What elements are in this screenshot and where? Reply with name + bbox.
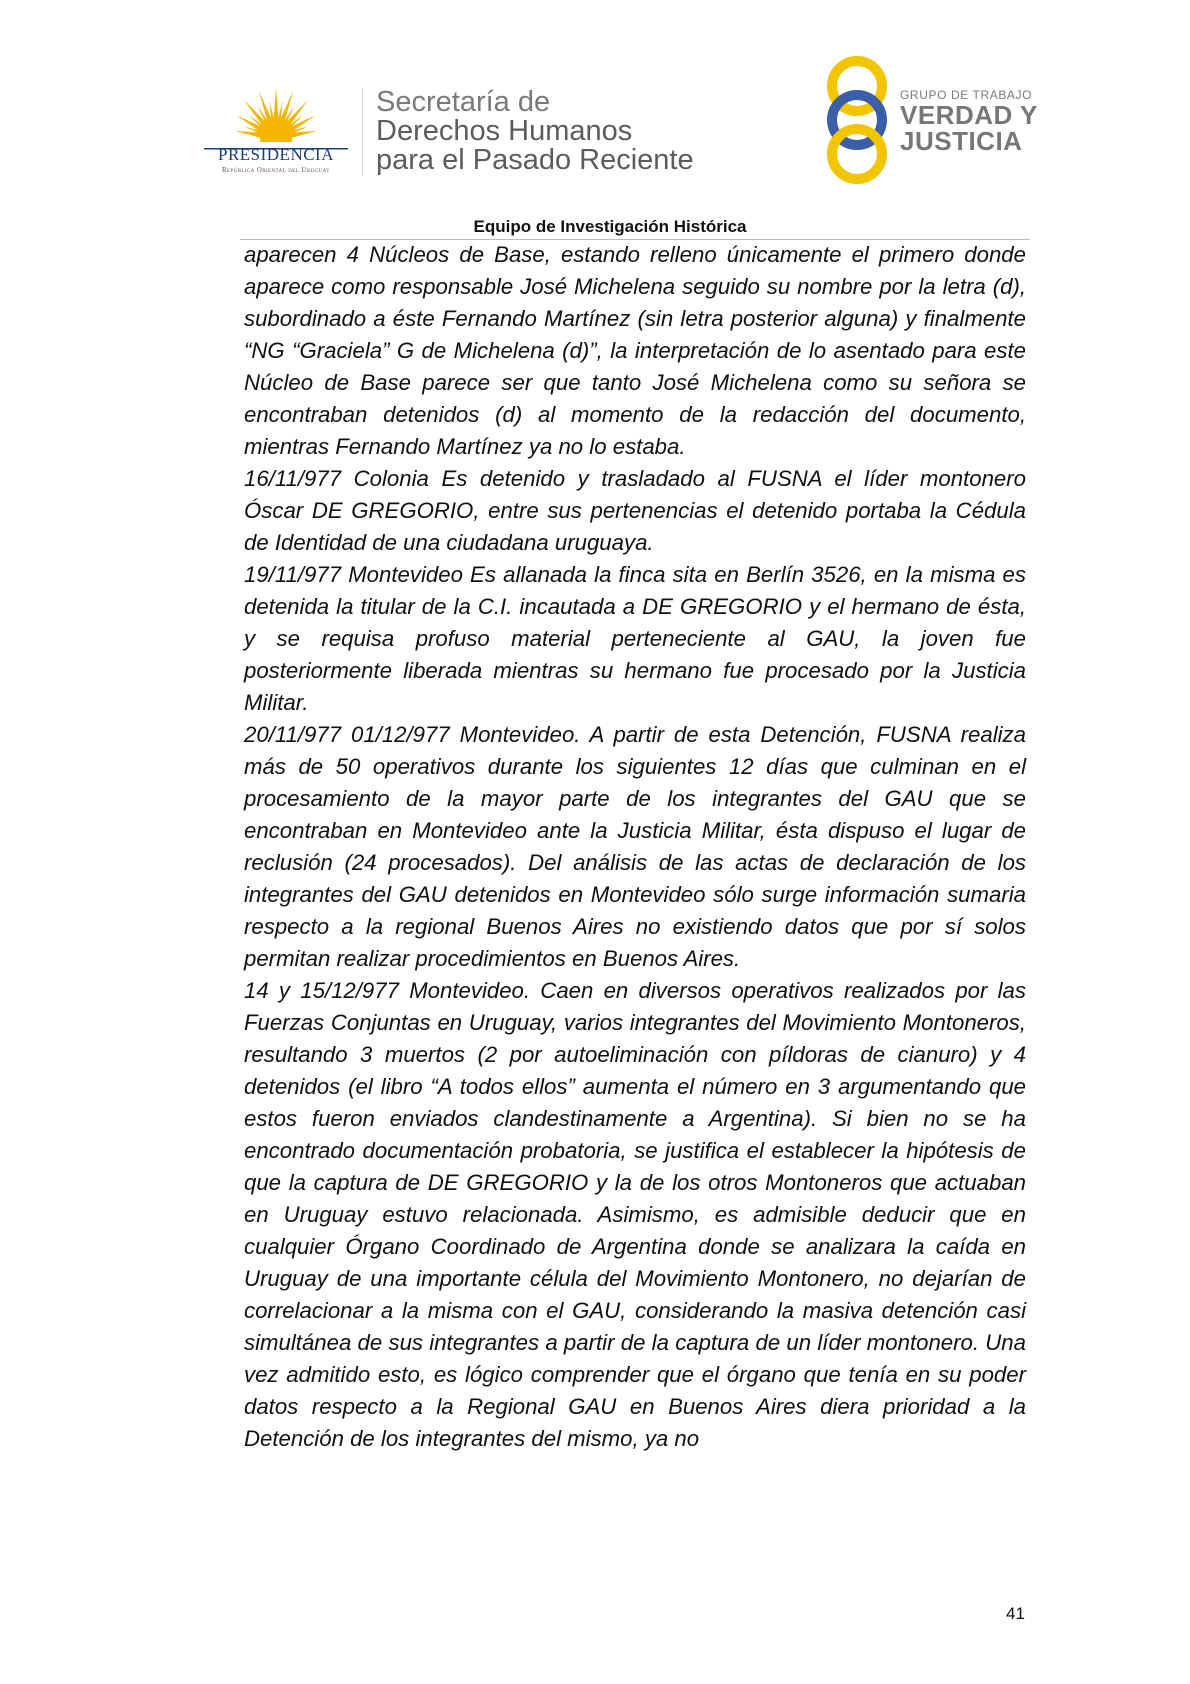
paragraph: 14 y 15/12/977 Montevideo. Caen en diversos operativos realizados por las Fuerzas Conjuntas en Uruguay, varios integrantes del Movimiento Montoneros, resultando 3 muertos (2 por autoeliminación con píldoras de cianuro) y 4 detenidos (el libro “A todos ellos” aumenta el número en 3 argumentando que estos fueron enviados clandestinamente a Argentina). Si bien no se ha encontrado documentación probatoria, se justifica el establecer la hipótesis de que la captura de DE GREGORIO y la de los otros Montoneros que actuaban en Uruguay estuvo relacionada. Asimismo, es admisible deducir que en cualquier Órgano Coordinado de Argentina donde se analizara la caída en Uruguay de una importante célula del Movimiento Montonero, no dejarían de correlacionar a la misma con el GAU, considerando la masiva detención casi simultánea de sus integrantes a partir de la captura de un líder montonero. Una vez admitido esto, es lógico comprender que el órgano que tenía en su poder datos respecto a la Regional GAU en Buenos Aires diera prioridad a la Detención de los integrantes del mismo, ya no (244, 978, 1026, 1451)
paragraph: aparecen 4 Núcleos de Base, estando relleno únicamente el primero donde aparece como responsable José Michelena seguido su nombre por la letra (d), subordinado a éste Fernando Martínez (sin letra posterior alguna) y finalmente “NG “Graciela” G de Michelena (d)”, la interpretación de lo asentado para este Núcleo de Base parece ser que tanto José Michelena como su señora se encontraban detenidos (d) al momento de la redacción del documento, mientras Fernando Martínez ya no lo estaba. (244, 242, 1026, 459)
paragraph: 16/11/977 Colonia Es detenido y trasladado al FUSNA el líder montonero Óscar DE GREGORIO, entre sus pertenencias el detenido portaba la Cédula de Identidad de una ciudadana uruguaya. (244, 466, 1026, 555)
presidencia-wordmark: PRESIDENCIA (217, 145, 334, 164)
secretaria-line-1: Secretaría de (376, 86, 551, 118)
grupo-trabajo-wordmark (900, 88, 1038, 154)
republica-subtitle: República Oriental del Uruguay (221, 166, 331, 174)
paragraph: 19/11/977 Montevideo Es allanada la finca sita en Berlín 3526, en la misma es detenida la titular de la C.I. incautada a DE GREGORIO y el hermano de ésta, y se requisa profuso material perteneciente al GAU, la joven fue posteriormente liberada mientras su hermano fue procesado por la Justicia Militar. (244, 562, 1026, 715)
secretaria-line-3: para el Pasado Reciente (376, 144, 694, 176)
page-number: 41 (1006, 1604, 1025, 1623)
paragraph: 20/11/977 01/12/977 Montevideo. A partir de esta Detención, FUSNA realiza más de 50 operativos durante los siguientes 12 días que culminan en el procesamiento de la mayor parte de los integrantes del GAU que se encontraban en Montevideo ante la Justicia Militar, ésta dispuso el lugar de reclusión (24 procesados). Del análisis de las actas de declaración de los integrantes del GAU detenidos en Montevideo sólo surge información sumaria respecto a la regional Buenos Aires no existiendo datos que por sí solos permitan realizar procedimientos en Buenos Aires. (244, 722, 1026, 971)
grupo-trabajo-label: GRUPO DE TRABAJO (900, 88, 1033, 102)
team-heading: Equipo de Investigación Histórica (473, 217, 747, 236)
justicia-word: JUSTICIA (900, 126, 1023, 156)
document-body (244, 239, 1026, 1455)
page-header (0, 0, 1190, 236)
verdad-justicia-rings-icon (822, 56, 892, 184)
header-separator (362, 88, 363, 176)
verdad-word: VERDAD Y (900, 100, 1038, 130)
secretaria-line-2: Derechos Humanos (376, 115, 633, 147)
secretaria-title (376, 88, 694, 175)
